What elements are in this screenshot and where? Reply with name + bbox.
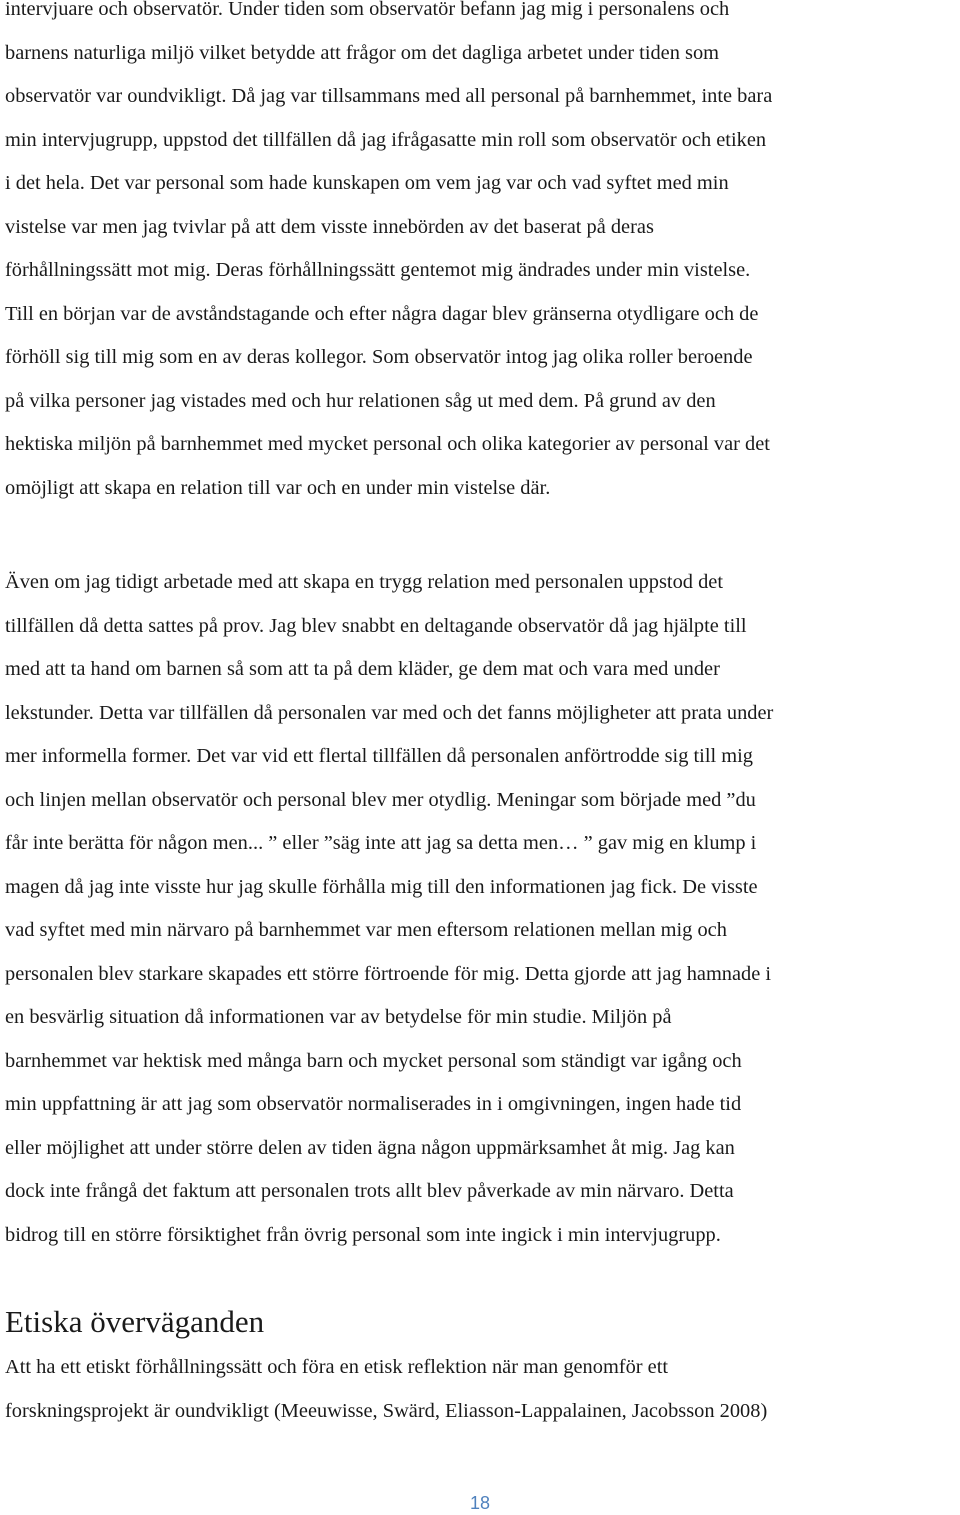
paragraph-line: mer informella former. Det var vid ett flertal tillfällen då personalen anförtrodde sig till mig — [5, 745, 753, 767]
document-page — [5, 0, 957, 1433]
paragraph-line: dock inte frångå det faktum att personalen trots allt blev påverkade av min närvaro. Detta — [5, 1180, 734, 1202]
paragraph-line: min intervjugrupp, uppstod det tillfällen då jag ifrågasatte min roll som observatör och etiken — [5, 128, 767, 151]
paragraph-line: min uppfattning är att jag som observatör normaliserades in i omgivningen, ingen hade tid — [5, 1093, 742, 1115]
paragraph-line: forskningsprojekt är oundvikligt (Meeuwisse, Swärd, Eliasson-Lappalainen, Jacobsson 2008) — [5, 1399, 768, 1422]
paragraph-line: förhöll sig till mig som en av deras kollegor. Som observatör intog jag olika roller beroende — [5, 346, 753, 368]
paragraph-line: intervjuare och observatör. Under tiden som observatör befann jag mig i personalens och — [5, 0, 730, 20]
paragraph-line: omöjligt att skapa en relation till var och en under min vistelse där. — [5, 476, 551, 499]
paragraph-line: barnens naturliga miljö vilket betydde att frågor om det dagliga arbetet under tiden som — [5, 41, 720, 64]
paragraph-line: hektiska miljön på barnhemmet med mycket personal och olika kategorier av personal var det — [5, 433, 770, 455]
paragraph-line: barnhemmet var hektisk med många barn och mycket personal som ständigt var igång och — [5, 1049, 742, 1072]
paragraph-line: Även om jag tidigt arbetade med att skapa en trygg relation med personalen uppstod det — [5, 571, 723, 593]
paragraph-line: observatör var oundvikligt. Då jag var tillsammans med all personal på barnhemmet, inte bara — [5, 85, 773, 107]
paragraph-line: på vilka personer jag vistades med och hur relationen såg ut med dem. På grund av den — [5, 389, 716, 412]
paragraph-line: och linjen mellan observatör och personal blev mer otydlig. Meningar som började med ”du — [5, 788, 756, 811]
paragraph-line: magen då jag inte visste hur jag skulle förhålla mig till den informationen jag fick. De visste — [5, 875, 758, 898]
paragraph-line: tillfällen då detta sattes på prov. Jag blev snabbt en deltagande observatör då jag hjälpte till — [5, 614, 747, 637]
paragraph-line: med att ta hand om barnen så som att ta på dem kläder, ge dem mat och vara med under — [5, 658, 720, 680]
paragraph-line: Till en början var de avståndstagande och efter några dagar blev gränserna otydligare och de — [5, 302, 759, 325]
paragraph-line: bidrog till en större försiktighet från övrig personal som inte ingick i min intervjugrupp. — [5, 1223, 721, 1246]
paragraph-line: en besvärlig situation då informationen var av betydelse för min studie. Miljön på — [5, 1006, 672, 1028]
paragraph-line: Att ha ett etiskt förhållningssätt och föra en etisk reflektion när man genomför ett — [5, 1356, 669, 1378]
paragraph-line: vistelse var men jag tvivlar på att dem visste innebörden av det baserat på deras — [5, 215, 654, 238]
paragraph-line: förhållningssätt mot mig. Deras förhållningssätt gentemot mig ändrades under min vistelse. — [5, 259, 751, 281]
paragraph-line: lekstunder. Detta var tillfällen då personalen var med och det fanns möjligheter att prata under — [5, 701, 774, 724]
page-number: 18 — [469, 1493, 491, 1513]
paragraph-line: vad syftet med min närvaro på barnhemmet var men eftersom relationen mellan mig och — [5, 919, 727, 941]
body-paragraph-1 — [5, 0, 957, 510]
paragraph-line: personalen blev starkare skapades ett större förtroende för mig. Detta gjorde att jag hamnade i — [5, 962, 772, 985]
paragraph-line: i det hela. Det var personal som hade kunskapen om vem jag var och vad syftet med min — [5, 172, 729, 194]
section-heading: Etiska överväganden — [5, 1304, 265, 1339]
paragraph-line: får inte berätta för någon men... ” eller ”säg inte att jag sa detta men… ” gav mig en klump i — [5, 832, 757, 854]
paragraph-line: eller möjlighet att under större delen av tiden ägna någon uppmärksamhet åt mig. Jag kan — [5, 1136, 735, 1159]
body-paragraph-2 — [5, 561, 957, 1257]
body-paragraph-3 — [5, 1346, 957, 1433]
heading-spacer — [5, 1257, 957, 1302]
paragraph-spacer — [5, 510, 957, 561]
